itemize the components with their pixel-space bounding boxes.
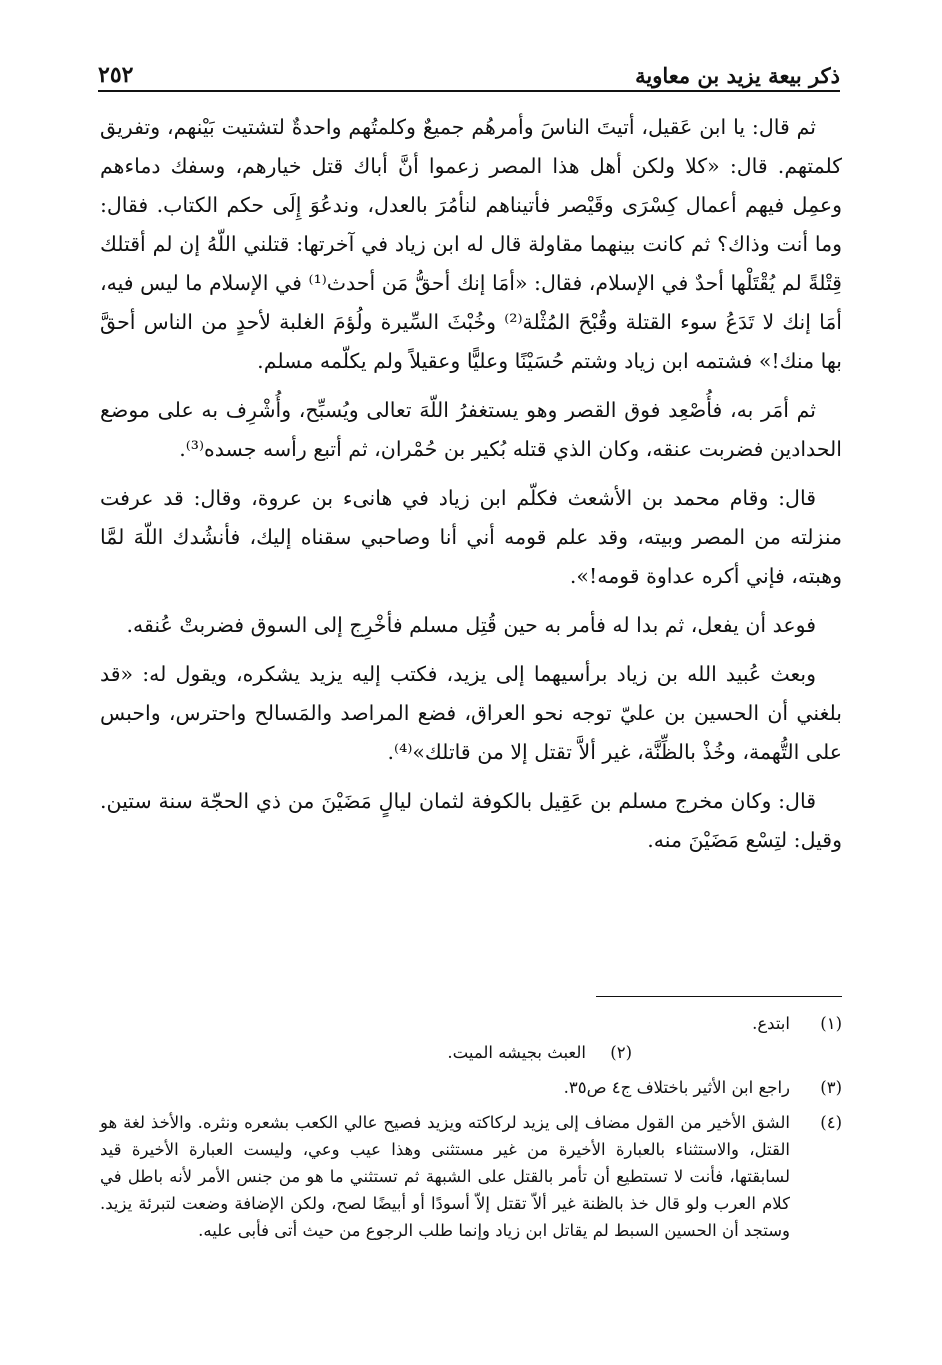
footnote-text: راجع ابن الأثير باختلاف ج٤ ص٣٥. [563, 1078, 790, 1097]
footnote-number: (٢) [610, 1043, 632, 1062]
footnote-number: (٣) [820, 1078, 842, 1097]
footnote-row [100, 1074, 842, 1101]
footnotes [100, 1010, 842, 1252]
footnote-number: (٤) [820, 1113, 842, 1132]
page-number: ٢٥٢ [98, 62, 134, 88]
footnote-row [100, 1109, 842, 1244]
page-header [98, 52, 840, 92]
footnote-text: الشق الأخير من القول مضاف إلى يزيد لركاكته ويزيد فصيح عالي الكعب بشعره ونثره. والأخذ لغة هو القتل، والاستثناء بالعبارة الأخيرة من غير مستثنى وهذا عيب وعي، وليست العبارة الأخيرة قيد لسابقتها، فأنت لا تستطيع أن تأمر بالقتل على الشبهة ثم تستثني ما هو من جنس الأمر لأنه باطل في كلام العرب ولو قال خذ بالظنة غير ألاّ تقتل إلاّ أسودًا أو أبيضًا لصح، ولكن الإضافة وضعت لتبرئة يزيد. وستجد أن الحسين السبط لم يقاتل ابن زياد وإنما طلب الرجوع من حيث أتى فأبى عليه. [100, 1113, 790, 1240]
main-text [100, 108, 842, 870]
paragraph: فوعد أن يفعل، ثم بدا له فأمر به حين قُتِل مسلم فأخْرِج إلى السوق فضربتْ عُنقه. [126, 613, 816, 637]
paragraph: قال: وكان مخرج مسلم بن عَقِيل بالكوفة لثمان ليالٍ مَضَيْنَ من ذي الحجّة سنة ستين. وقيل: لتِسْع مَضَيْنَ منه. [100, 789, 842, 852]
running-title: ذكر بيعة يزيد بن معاوية [635, 63, 840, 88]
paragraph: قال: وقام محمد بن الأشعث فكلّم ابن زياد في هانىء بن عروة، وقال: قد عرفت منزلته من المصر وبيته، وقد علم قومه أني أنا وصاحبي سقناه إليك، فأنشُدك اللّهَ لمَّا وهبته، فإني أكره عداوة قومه!». [100, 486, 842, 588]
footnote-text: العبث بجيشه الميت. [447, 1043, 586, 1062]
footnote-divider [596, 996, 842, 997]
paragraph: ثم قال: يا ابن عَقيل، أتيتَ الناسَ وأمرهُم جميعٌ وكلمتُهم واحدةٌ لتشتيت بَيْنهم، وتفريق كلمتهم. قال: «كلا ولكن أهل هذا المصر زعموا أنَّ أباك قتل خيارهم، وسفك دماءهم وعمِل فيهم أعمال كِسْرَى وقَيْصر فأتيناهم لنأمُرَ بالعدل، وندعُوَ إِلَى حكم الكتاب. فقال: وما أنت وذاك؟ ثم كانت بينهما مقاولة قال له ابن زياد في آخرتها: قتلني اللّهُ إن لم أقتلك قِتْلةً لم يُقْتَلْها أحدٌ في الإسلام، فقال: «أمَا إنك أحقُّ مَن أحدث⁽¹⁾ في الإسلام ما ليس فيه، أمَا إنك لا تَدَعُ سوء القتلة وقُبْحَ المُثْلة⁽²⁾ وخُبْثَ السِّيرة ولُؤمَ الغلبة لأحدٍ من الناس أحقَّ بها منك!» فشتمه ابن زياد وشتم حُسَيْنًا وعليًّا وعقيلاً ولم يكلّمه مسلم. [100, 115, 842, 373]
paragraph: ثم أمَر به، فأُصْعِد فوق القصر وهو يستغفرُ اللّهَ تعالى ويُسبِّح، وأُشْرِف به على موضع الحدادين فضربت عنقه، وكان الذي قتله بُكير بن حُمْران، ثم أتبع رأسه جسده⁽³⁾. [100, 398, 842, 461]
footnote-row [100, 1010, 842, 1037]
footnote-row [100, 1039, 842, 1066]
footnote-number: (١) [820, 1014, 842, 1033]
footnote-text: ابتدع. [752, 1014, 790, 1033]
paragraph: وبعث عُبيد الله بن زياد برأسيهما إلى يزيد، فكتب إليه يزيد يشكره، ويقول له: «قد بلغني أن الحسين بن عليّ توجه نحو العراق، فضع المراصد والمَسالح واحترس، واحبس على التُّهمة، وخُذْ بالظِّنَّة، غير ألاَّ تقتل إلا من قاتلك»⁽⁴⁾. [100, 662, 842, 764]
